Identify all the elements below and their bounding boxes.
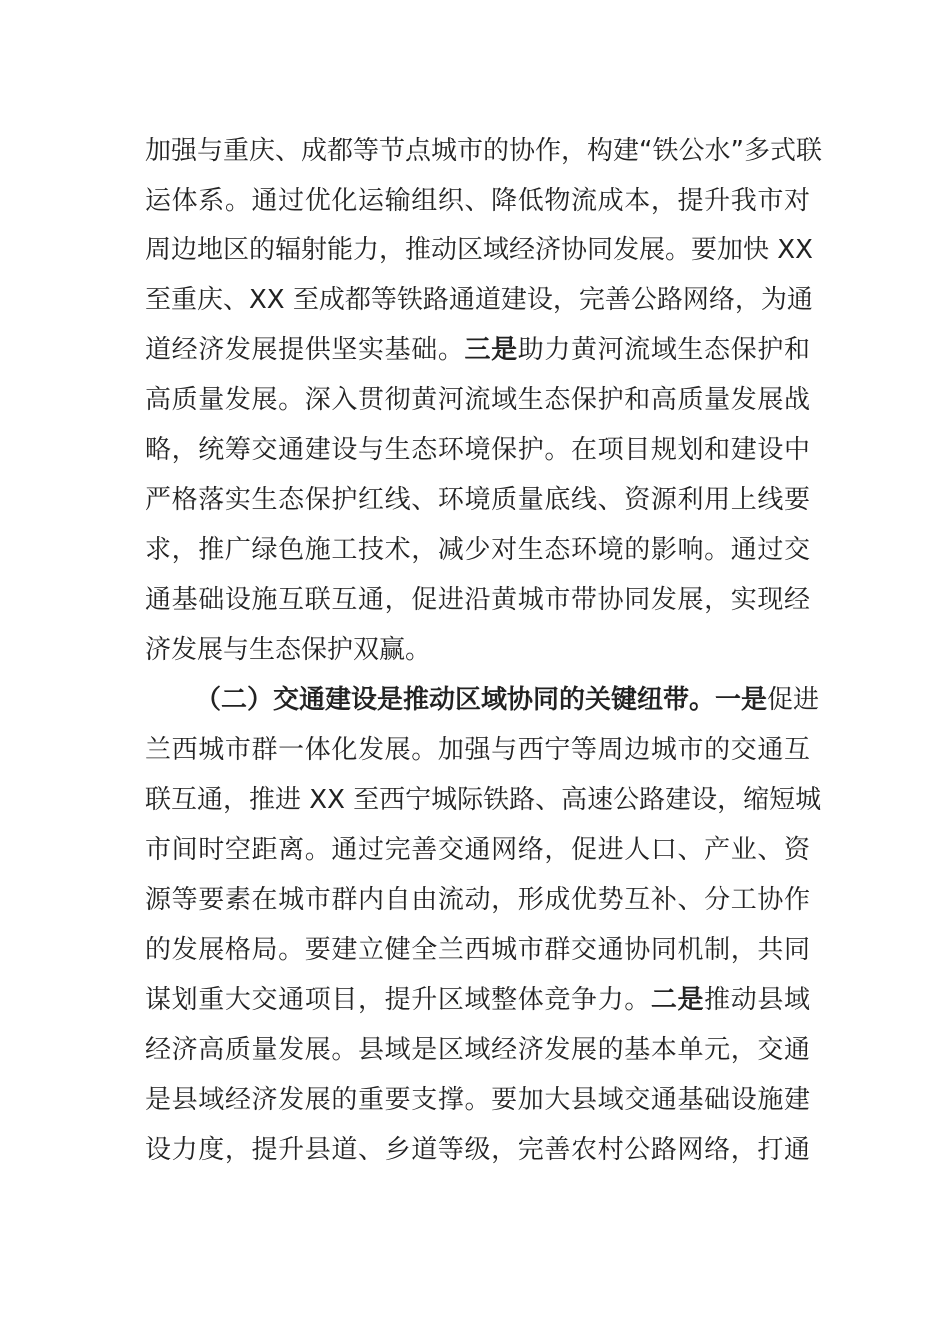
- text-run: 周边地区的辐射能力，推动区域经济协同发展。要加快 XX: [145, 235, 813, 265]
- text-run: 助力黄河流域生态保护和: [517, 335, 810, 365]
- text-line: [145, 1130, 810, 1170]
- text-line: [145, 580, 810, 620]
- text-line: [145, 630, 810, 670]
- text-run: 运体系。通过优化运输组织、降低物流成本，提升我市对: [145, 186, 810, 216]
- text-run: 是县域经济发展的重要支撑。要加大县域交通基础设施建: [145, 1085, 810, 1115]
- text-run: 经济高质量发展。县域是区域经济发展的基本单元，交通: [145, 1035, 810, 1065]
- text-run: 兰西城市群一体化发展。加强与西宁等周边城市的交通互: [145, 735, 810, 765]
- text-line: [145, 230, 813, 270]
- text-line: [145, 131, 822, 171]
- text-run: 源等要素在城市群内自由流动，形成优势互补、分工协作: [145, 885, 810, 915]
- text-line: [145, 1030, 810, 1070]
- text-run: 设力度，提升县道、乡道等级，完善农村公路网络，打通: [145, 1135, 810, 1165]
- text-run: 求，推广绿色施工技术，减少对生态环境的影响。通过交: [145, 535, 810, 565]
- text-line: [145, 930, 810, 970]
- text-line: [145, 480, 810, 520]
- text-run: 谋划重大交通项目，提升区域整体竞争力。: [145, 985, 651, 1015]
- text-run: 济发展与生态保护双赢。: [145, 635, 432, 665]
- text-run: 高质量发展。深入贯彻黄河流域生态保护和高质量发展战: [145, 385, 810, 415]
- bold-text-run: （二）交通建设是推动区域协同的关键纽带。一是: [195, 685, 768, 715]
- text-line: [145, 1080, 810, 1120]
- text-run: 加强与重庆、成都等节点城市的协作，构建“铁公水”多式联: [145, 136, 822, 166]
- bold-text-run: 二是: [650, 985, 705, 1015]
- text-run: 联互通，推进 XX 至西宁城际铁路、高速公路建设，缩短城: [145, 785, 822, 815]
- text-run: 通基础设施互联互通，促进沿黄城市带协同发展，实现经: [145, 585, 810, 615]
- text-run: 至重庆、XX 至成都等铁路通道建设，完善公路网络，为通: [145, 285, 813, 315]
- text-run: 促进: [767, 685, 820, 715]
- text-line: [195, 680, 820, 720]
- text-line: [145, 430, 810, 470]
- text-line: [145, 181, 810, 221]
- text-line: [145, 830, 810, 870]
- text-line: [145, 330, 810, 370]
- text-line: [145, 530, 810, 570]
- text-line: [145, 730, 810, 770]
- text-run: 道经济发展提供坚实基础。: [145, 335, 465, 365]
- text-line: [145, 980, 810, 1020]
- text-run: 略，统筹交通建设与生态环境保护。在项目规划和建设中: [145, 435, 810, 465]
- bold-text-run: 三是: [464, 335, 518, 365]
- text-line: [145, 280, 813, 320]
- text-run: 推动县域: [704, 985, 810, 1015]
- text-run: 市间时空距离。通过完善交通网络，促进人口、产业、资: [145, 835, 810, 865]
- text-run: 严格落实生态保护红线、环境质量底线、资源利用上线要: [145, 485, 810, 515]
- text-line: [145, 880, 810, 920]
- text-run: 的发展格局。要建立健全兰西城市群交通协同机制，共同: [145, 935, 810, 965]
- text-line: [145, 380, 810, 420]
- text-line: [145, 780, 822, 820]
